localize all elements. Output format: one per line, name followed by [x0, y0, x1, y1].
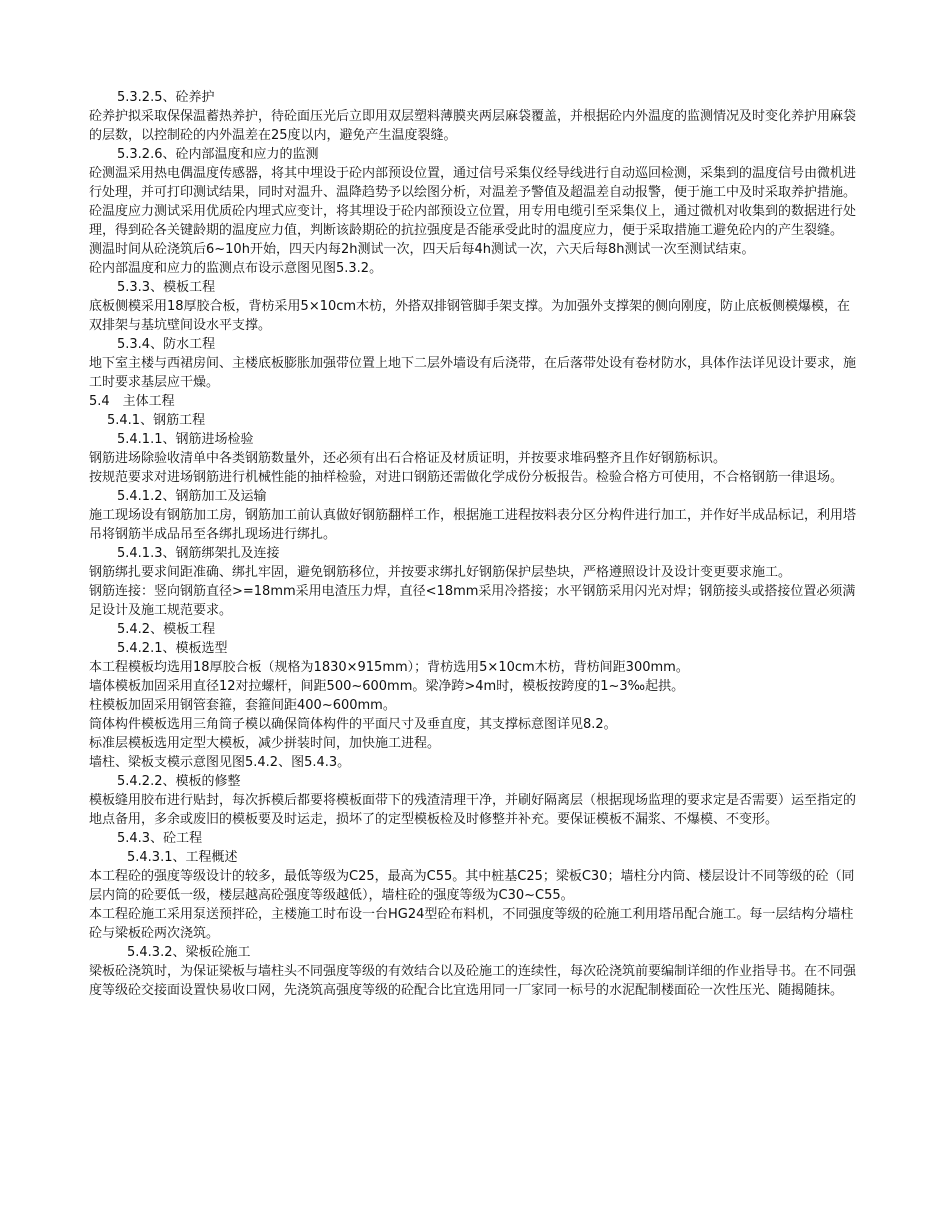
heading-5-4-3-1: 5.4.3.1、工程概述	[127, 850, 238, 865]
heading-5-4-3-2: 5.4.3.2、梁板砼施工	[127, 945, 251, 960]
paragraph-rebar-acceptance: 钢筋进场除验收清单中各类钢筋数量外，还必须有出石合格证及材质证明，并按要求堆码整齐且作好钢筋标识。	[89, 451, 727, 466]
heading-5-3-2-5: 5.3.2.5、砼养护	[117, 90, 215, 105]
paragraph-rebar-binding: 钢筋绑扎要求间距准确、绑扎牢固，避免钢筋移位，并按要求绑扎好钢筋保护层垫块，严格遵照设计及设计变更要求施工。	[89, 565, 792, 580]
heading-5-4-1: 5.4.1、钢筋工程	[107, 413, 206, 428]
paragraph-stress-test: 砼温度应力测试采用优质砼内埋式应变计，将其埋设于砼内部预设立位置，用专用电缆引至采集仪上，通过微机对收集到的数据进行处理，得到砼各关键龄期的温度应力值，判断该龄期砼的抗拉强度是否能承受此时的温度应力，便于采取措施工避免砼内的产生裂缝。	[89, 204, 857, 238]
heading-5-4-1-2: 5.4.1.2、钢筋加工及运输	[117, 489, 267, 504]
paragraph-test-time: 测温时间从砼浇筑后6~10h开始，四天内每2h测试一次，四天后每4h测试一次，六天后每8h测试一次至测试结束。	[89, 242, 755, 257]
paragraph-formwork-repair: 模板缝用胶布进行贴封，每次拆模后都要将模板面带下的残渣清理干净，并刷好隔离层（根据现场监理的要求定是否需要）运至指定的地点备用，多余或废旧的模板要及时运走，损坏了的定型模板检及时修整并补充。要保证模板不漏浆、不爆模、不变形。	[89, 793, 857, 827]
paragraph-waterproofing: 地下室主楼与西裙房间、主楼底板膨胀加强带位置上地下二层外墙设有后浇带，在后落带处设有卷材防水，具体作法详见设计要求，施工时要求基层应干燥。	[89, 356, 857, 390]
paragraph-curing: 砼养护拟采取保保温蓄热养护，待砼面压光后立即用双层塑料薄膜夹两层麻袋覆盖，并根据砼内外温度的监测情况及时变化养护用麻袋的层数，以控制砼的内外温差在25度以内，避免产生温度裂缝。	[89, 109, 857, 143]
paragraph-column-formwork: 柱模板加固采用钢管套箍，套箍间距400~600mm。	[89, 698, 396, 713]
paragraph-monitoring-figure: 砼内部温度和应力的监测点布设示意图见图5.3.2。	[89, 261, 383, 276]
heading-5-3-3: 5.3.3、模板工程	[117, 280, 216, 295]
heading-5-3-2-6: 5.3.2.6、砼内部温度和应力的监测	[117, 147, 319, 162]
paragraph-standard-floor: 标准层模板选用定型大模板，减少拼装时间，加快施工进程。	[89, 736, 441, 751]
paragraph-concrete-overview: 本工程砼的强度等级设计的较多，最低等级为C25，最高为C55。其中桩基C25；梁板C30；墙柱分内筒、楼层设计不同等级的砼（同层内筒的砼要低一级，楼层越高砼强度等级越低），墙柱砼的强度等级为C30~C55。	[89, 869, 855, 903]
heading-5-4-1-3: 5.4.1.3、钢筋绑架扎及连接	[117, 546, 280, 561]
paragraph-formwork-type: 本工程模板均选用18厚胶合板（规格为1830×915mm）；背枋选用5×10cm木枋，背枋间距300mm。	[89, 660, 689, 675]
paragraph-wall-formwork: 墙体模板加固采用直径12对拉螺杆，间距500~600mm。梁净跨>4m时，模板按跨度的1~3‰起拱。	[89, 679, 685, 694]
paragraph-tube-formwork: 筒体构件模板选用三角筒子模以确保筒体构件的平面尺寸及垂直度，其支撑标意图详见8.2。	[89, 717, 617, 732]
heading-5-4-2: 5.4.2、模板工程	[117, 622, 216, 637]
heading-5-4-3: 5.4.3、砼工程	[117, 831, 203, 846]
document-page	[89, 88, 859, 1000]
paragraph-slab-concrete: 梁板砼浇筑时，为保证梁板与墙柱头不同强度等级的有效结合以及砼施工的连续性，每次砼浇筑前要编制详细的作业指导书。在不同强度等级砼交接面设置快易收口网，先浇筑高强度等级的砼配合比宜选用同一厂家同一标号的水泥配制楼面砼一次性压光、随揭随抹。	[89, 964, 857, 998]
heading-5-4-1-1: 5.4.1.1、钢筋进场检验	[117, 432, 254, 447]
paragraph-rebar-sampling: 按规范要求对进场钢筋进行机械性能的抽样检验，对进口钢筋还需做化学成份分板报告。检验合格方可使用，不合格钢筋一律退场。	[89, 470, 844, 485]
paragraph-concrete-pumping: 本工程砼施工采用泵送预拌砼，主楼施工时布设一台HG24型砼布料机，不同强度等级的砼施工利用塔吊配合施工。每一层结构分墙柱砼与梁板砼两次浇筑。	[89, 907, 854, 941]
heading-5-3-4: 5.3.4、防水工程	[117, 337, 216, 352]
paragraph-temperature-measurement: 砼测温采用热电偶温度传感器，将其中埋设于砼内部预设位置，通过信号采集仪经导线进行自动巡回检测，采集到的温度信号由微机进行处理，并可打印测试结果，同时对温升、温降趋势予以绘图分析，对温差予警值及超温差自动报警，便于施工中及时采取养护措施。	[89, 166, 857, 200]
heading-5-4-2-1: 5.4.2.1、模板选型	[117, 641, 228, 656]
paragraph-formwork-figures: 墙柱、梁板支模示意图见图5.4.2、图5.4.3。	[89, 755, 351, 770]
heading-5-4-2-2: 5.4.2.2、模板的修整	[117, 774, 241, 789]
paragraph-rebar-processing: 施工现场设有钢筋加工房，钢筋加工前认真做好钢筋翻样工作，根据施工进程按料表分区分构件进行加工，并作好半成品标记，利用塔吊将钢筋半成品吊至各绑扎现场进行绑扎。	[89, 508, 857, 542]
heading-5-4: 5.4 主体工程	[89, 394, 175, 409]
paragraph-rebar-connection: 钢筋连接：竖向钢筋直径>=18mm采用电渣压力焊，直径<18mm采用冷搭接；水平钢筋采用闪光对焊；钢筋接头或搭接位置必须满足设计及施工规范要求。	[89, 584, 856, 618]
paragraph-formwork: 底板侧模采用18厚胶合板，背枋采用5×10cm木枋，外搭双排钢管脚手架支撑。为加强外支撑架的侧向刚度，防止底板侧模爆模，在双排架与基坑壁间设水平支撑。	[89, 299, 851, 333]
